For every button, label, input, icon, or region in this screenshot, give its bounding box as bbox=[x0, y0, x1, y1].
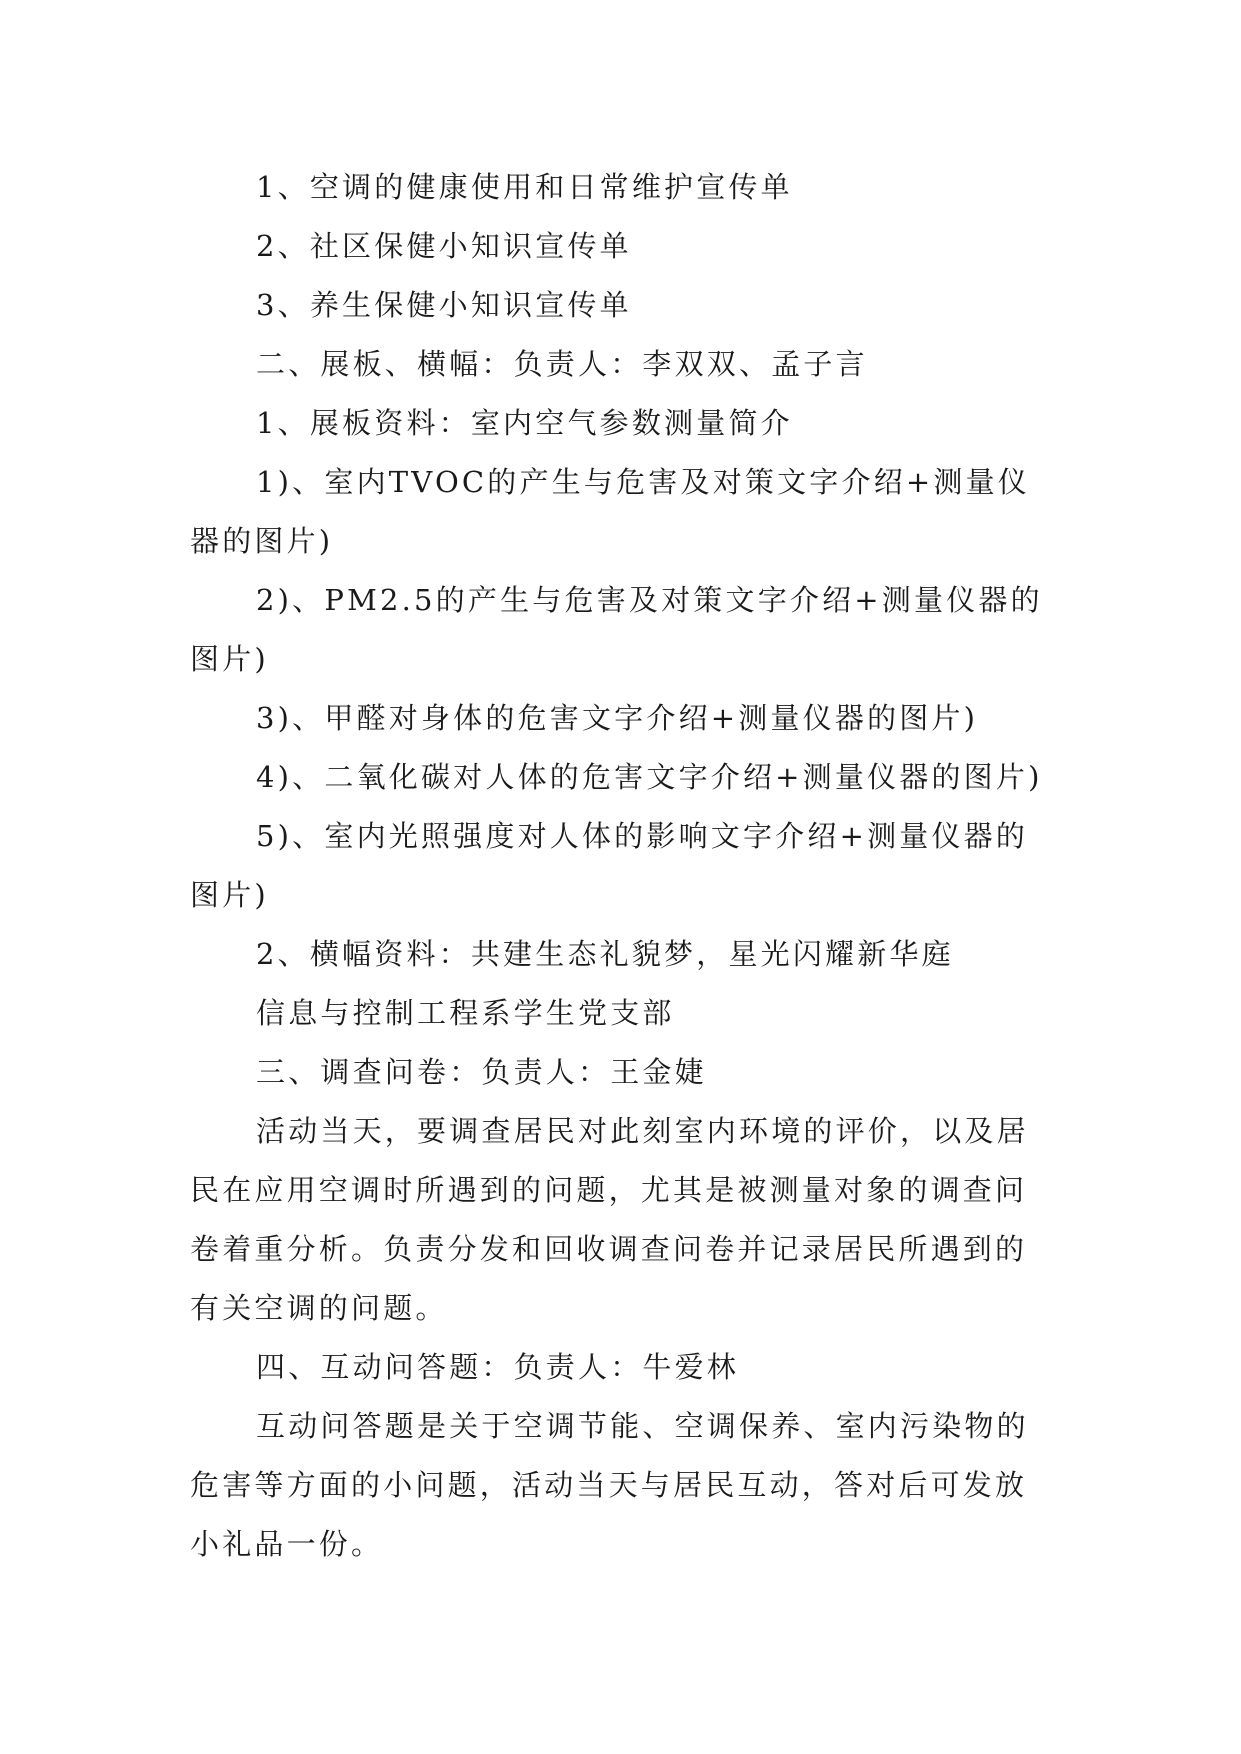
section-heading-survey: 三、调查问卷：负责人：王金婕 bbox=[256, 1055, 707, 1089]
board-item-co2: 4)、二氧化碳对人体的危害文字介绍+测量仪器的图片) bbox=[256, 760, 1043, 794]
section-heading-display-board: 二、展板、横幅：负责人：李双双、孟子言 bbox=[256, 347, 868, 381]
board-item-formaldehyde: 3)、甲醛对身体的危害文字介绍+测量仪器的图片) bbox=[256, 701, 979, 735]
board-item-tvoc: 1)、室内TVOC的产生与危害及对策文字介绍+测量仪器的图片) bbox=[190, 465, 1031, 558]
document-body bbox=[190, 158, 1056, 1574]
qa-description: 互动问答题是关于空调节能、空调保养、室内污染物的危害等方面的小问题，活动当天与居民互动，答对后可发放小礼品一份。 bbox=[190, 1409, 1029, 1561]
banner-materials: 2、横幅资料：共建生态礼貌梦，星光闪耀新华庭 bbox=[256, 937, 954, 971]
survey-description: 活动当天，要调查居民对此刻室内环境的评价，以及居民在应用空调时所遇到的问题，尤其是被测量对象的调查问卷着重分析。负责分发和回收调查问卷并记录居民所遇到的有关空调的问题。 bbox=[190, 1114, 1029, 1325]
display-board-materials: 1、展板资料：室内空气参数测量简介 bbox=[256, 406, 793, 440]
board-item-lighting: 5)、室内光照强度对人体的影响文字介绍+测量仪器的图片) bbox=[190, 819, 1029, 912]
board-item-pm25: 2)、PM2.5的产生与危害及对策文字介绍+测量仪器的图片) bbox=[190, 583, 1043, 676]
list-item-ac-leaflet: 1、空调的健康使用和日常维护宣传单 bbox=[256, 170, 793, 204]
list-item-health-leaflet: 3、养生保健小知识宣传单 bbox=[256, 288, 632, 322]
list-item-community-leaflet: 2、社区保健小知识宣传单 bbox=[256, 229, 632, 263]
banner-organization: 信息与控制工程系学生党支部 bbox=[256, 996, 675, 1030]
section-heading-qa: 四、互动问答题：负责人：牛爱林 bbox=[256, 1350, 740, 1384]
